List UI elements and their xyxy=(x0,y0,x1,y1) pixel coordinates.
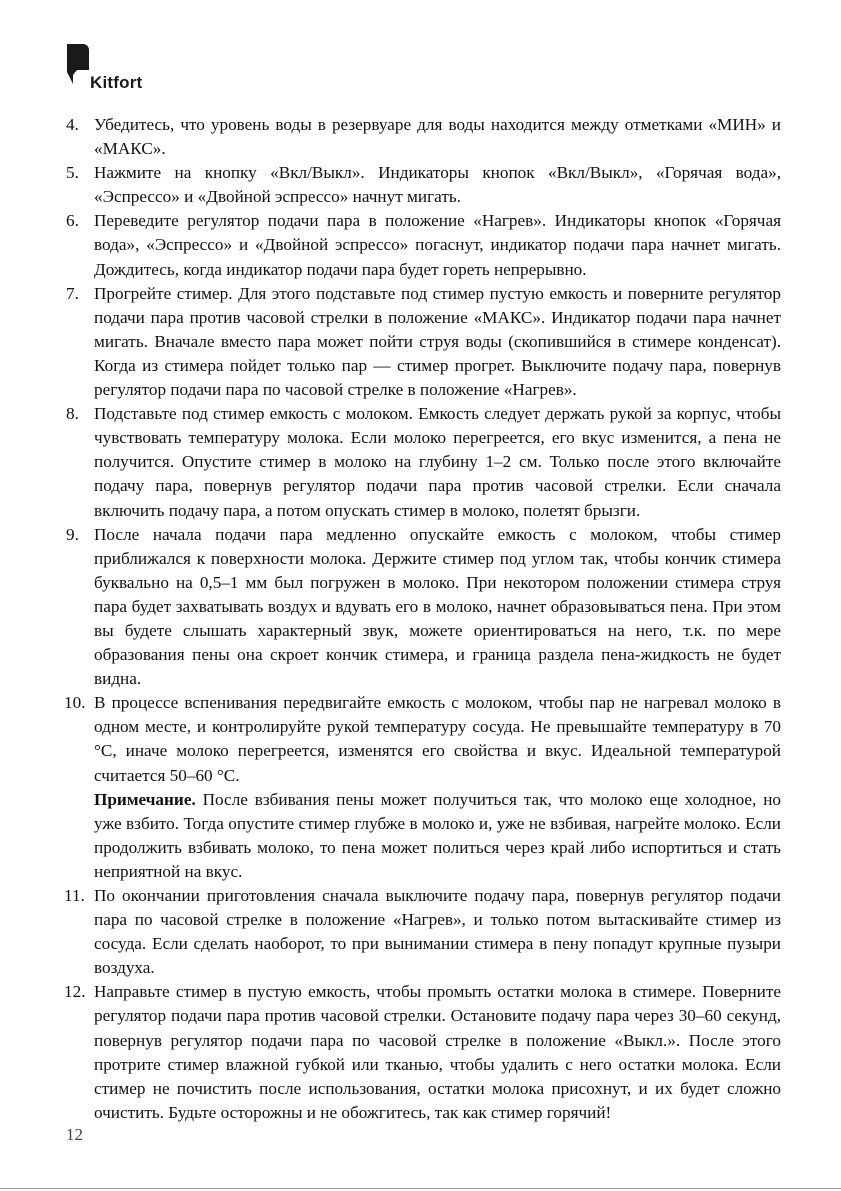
list-item xyxy=(66,161,781,209)
item-number: 5. xyxy=(66,163,79,183)
kitfort-shield-logo-icon xyxy=(67,44,89,92)
list-item xyxy=(66,523,781,692)
list-item xyxy=(66,282,781,402)
brand-name: Kitfort xyxy=(90,73,143,92)
item-number: 9. xyxy=(66,524,79,544)
item-text: По окончании приготовления сначала выключите подачу пара, повернув регулятор подачи пара по часовой стрелке в положение «Нагрев», и только потом вытаскивайте стимер из сосуда. Если сделать наоборот, то при вынимании стимера в пену попадут крупные пузыри воздуха. xyxy=(94,886,781,978)
bottom-divider xyxy=(0,1188,841,1189)
item-number: 11. xyxy=(64,886,85,905)
item-number: 8. xyxy=(66,404,79,424)
note-text: После взбивания пены может получиться так, что молоко еще холодное, но уже взбито. Тогда опустите стимер глубже в молоко и, уже не взбивая, нагрейте молоко. Если продолжить взбивать молоко, то пена может политься через край либо испортиться и стать неприятной на вкус. xyxy=(94,789,781,881)
page-number: 12 xyxy=(66,1125,83,1144)
item-text: Переведите регулятор подачи пара в положение «Нагрев». Индикаторы кнопок «Горячая вода», «Эспрессо» и «Двойной эспрессо» погаснут, индикатор подачи пара начнет мигать. Дождитесь, когда индикатор подачи пара будет гореть непрерывно. xyxy=(94,211,781,279)
item-text: Подставьте под стимер емкость с молоком. Емкость следует держать рукой за корпус, чтобы чувствовать температуру молока. Если молоко перегреется, его вкус изменится, а пена не получится. Опустите стимер в молоко на глубину 1–2 см. Только после этого включайте подачу пара, повернув регулятор подачи пара против часовой стрелки. Если сначала включить подачу пара, а потом опускать стимер в молоко, полетят брызги. xyxy=(94,404,781,520)
note-label: Примечание. xyxy=(94,789,196,809)
item-text: Нажмите на кнопку «Вкл/Выкл». Индикаторы кнопок «Вкл/Выкл», «Горячая вода», «Эспрессо» и «Двойной эспрессо» начнут мигать. xyxy=(94,163,781,207)
item-text: После начала подачи пара медленно опускайте емкость с молоком, чтобы стимер приближался к поверхности молока. Держите стимер под углом так, чтобы кончик стимера буквально на 0,5–1 мм был погружен в молоко. При некотором положении стимера струя пара будет захватывать воздух и вдувать его в молоко, начнет образовываться пена. При этом вы будете слышать характерный звук, можете ориентироваться на него, т.к. по мере образования пены она скроет кончик стимера, и граница раздела пена-жидкость не будет видна. xyxy=(94,524,781,689)
list-item xyxy=(66,113,781,161)
brand-logo xyxy=(67,44,187,94)
list-item xyxy=(66,980,781,1125)
list-item xyxy=(66,402,781,522)
item-text: Убедитесь, что уровень воды в резервуаре для воды находится между отметками «МИН» и «МАКС». xyxy=(94,115,781,159)
list-item xyxy=(66,884,781,980)
item-text: В процессе вспенивания передвигайте емкость с молоком, чтобы пар не нагревал молоко в одном месте, и контролируйте рукой температуру сосуда. Не превышайте температуру в 70 °C, иначе молоко перегреется, изменятся его свойства и вкус. Идеальной температурой считается 50–60 °C. xyxy=(94,693,781,785)
instruction-list xyxy=(66,113,781,1125)
item-text: Прогрейте стимер. Для этого подставьте под стимер пустую емкость и поверните регулятор подачи пара против часовой стрелки в положение «МАКС». Индикатор подачи пара начнет мигать. Вначале вместо пара может пойти струя воды (скопившийся в стимере конденсат). Когда из стимера пойдет только пар — стимер прогрет. Выключите подачу пара, повернув регулятор подачи пара по часовой стрелке в положение «Нагрев». xyxy=(94,283,781,400)
item-number: 4. xyxy=(66,115,79,134)
list-item xyxy=(66,209,781,281)
list-item xyxy=(66,691,781,787)
item-number: 7. xyxy=(66,283,79,303)
item-number: 12. xyxy=(64,982,86,1002)
item-number: 10. xyxy=(64,693,86,713)
item-text: Направьте стимер в пустую емкость, чтобы промыть остатки молока в стимере. Поверните регулятор подачи пара против часовой стрелки. Остановите подачу пара через 30–60 секунд, повернув регулятор подачи пара по часовой стрелке в положение «Выкл.». После этого протрите стимер влажной губкой или тканью, чтобы удалить с него остатки молока. Если стимер не почистить после использования, остатки молока присохнут, и их будет сложно очистить. Будьте осторожны и не обожгитесь, так как стимер горячий! xyxy=(94,982,781,1122)
note-paragraph xyxy=(66,788,781,884)
item-number: 6. xyxy=(66,211,79,231)
